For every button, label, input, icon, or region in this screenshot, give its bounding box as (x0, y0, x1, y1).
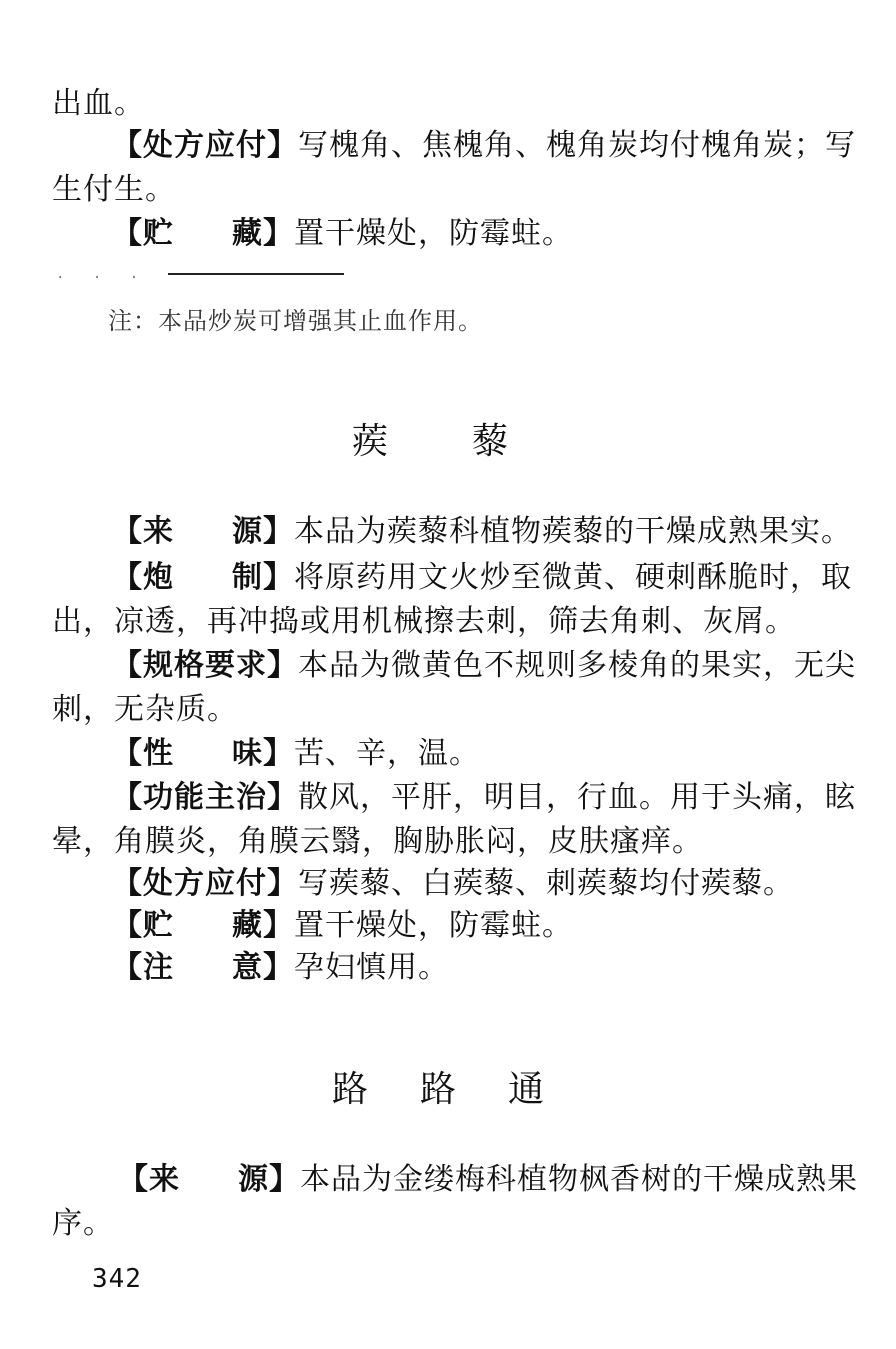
storage-text: 置干燥处，防霉蛀。 (294, 216, 573, 251)
title-char: 蒺 (352, 421, 389, 462)
taste-text: 苦、辛，温。 (294, 736, 480, 771)
taste-label: 【性 味】 (112, 736, 294, 771)
caution-text: 孕妇慎用。 (294, 950, 449, 985)
continued-text: 出血。 (52, 86, 145, 121)
prescription-text: 写蒺藜、白蒺藜、刺蒺藜均付蒺藜。 (298, 866, 794, 901)
storage-label: 【贮 藏】 (112, 908, 294, 943)
source-text-cont: 序。 (52, 1206, 114, 1241)
section-title-jili (352, 420, 508, 464)
source-label: 【来 源】 (118, 1162, 300, 1197)
storage-label: 【贮 藏】 (112, 216, 294, 251)
processing-label: 【炮 制】 (112, 560, 294, 595)
prescription-label: 【处方应付】 (112, 866, 298, 901)
footnote-rule (168, 273, 344, 275)
prescription-label: 【处方应付】 (112, 128, 298, 163)
function-label: 【功能主治】 (112, 780, 298, 815)
page-number: 342 (92, 1264, 142, 1294)
footnote: 注：本品炒炭可增强其止血作用。 (108, 307, 483, 335)
source-text: 本品为金缕梅科植物枫香树的干燥成熟果 (300, 1162, 858, 1197)
spec-text: 本品为微黄色不规则多棱角的果实，无尖 (298, 648, 856, 683)
processing-entry-cont (52, 604, 796, 640)
continued-text-line (52, 86, 145, 122)
source-label: 【来 源】 (112, 514, 294, 549)
source-text: 本品为蒺藜科植物蒺藜的干燥成熟果实。 (294, 514, 852, 549)
storage-text: 置干燥处，防霉蛀。 (294, 908, 573, 943)
spec-entry-cont (52, 692, 238, 728)
source-entry-lulutong-cont (52, 1206, 114, 1242)
function-entry-cont (52, 824, 703, 860)
prescription-entry-top (112, 128, 856, 164)
storage-entry (112, 908, 573, 944)
storage-entry-top (112, 216, 573, 252)
title-char: 路 (420, 1069, 457, 1110)
taste-entry (112, 736, 480, 772)
footnote-dots: . . . (56, 266, 149, 282)
prescription-text: 写槐角、焦槐角、槐角炭均付槐角炭；写 (298, 128, 856, 163)
source-entry (112, 514, 852, 550)
processing-text-cont: 出，凉透，再冲捣或用机械擦去刺，筛去角刺、灰屑。 (52, 604, 796, 639)
caution-label: 【注 意】 (112, 950, 294, 985)
title-char: 藜 (472, 421, 509, 462)
spec-text-cont: 刺，无杂质。 (52, 692, 238, 727)
processing-text: 将原药用文火炒至微黄、硬刺酥脆时，取 (294, 560, 852, 595)
prescription-entry (112, 866, 794, 902)
prescription-text-cont: 生付生。 (52, 172, 176, 207)
title-char: 路 (332, 1069, 369, 1110)
processing-entry (112, 560, 852, 596)
caution-entry (112, 950, 449, 986)
prescription-entry-top-cont (52, 172, 176, 208)
section-title-lulutong (332, 1068, 544, 1112)
title-char: 通 (508, 1069, 545, 1110)
spec-label: 【规格要求】 (112, 648, 298, 683)
spec-entry (112, 648, 856, 684)
source-entry-lulutong (118, 1162, 858, 1198)
function-text: 散风，平肝，明目，行血。用于头痛，眩 (298, 780, 856, 815)
function-entry (112, 780, 856, 816)
function-text-cont: 晕，角膜炎，角膜云翳，胸胁胀闷，皮肤瘙痒。 (52, 824, 703, 859)
